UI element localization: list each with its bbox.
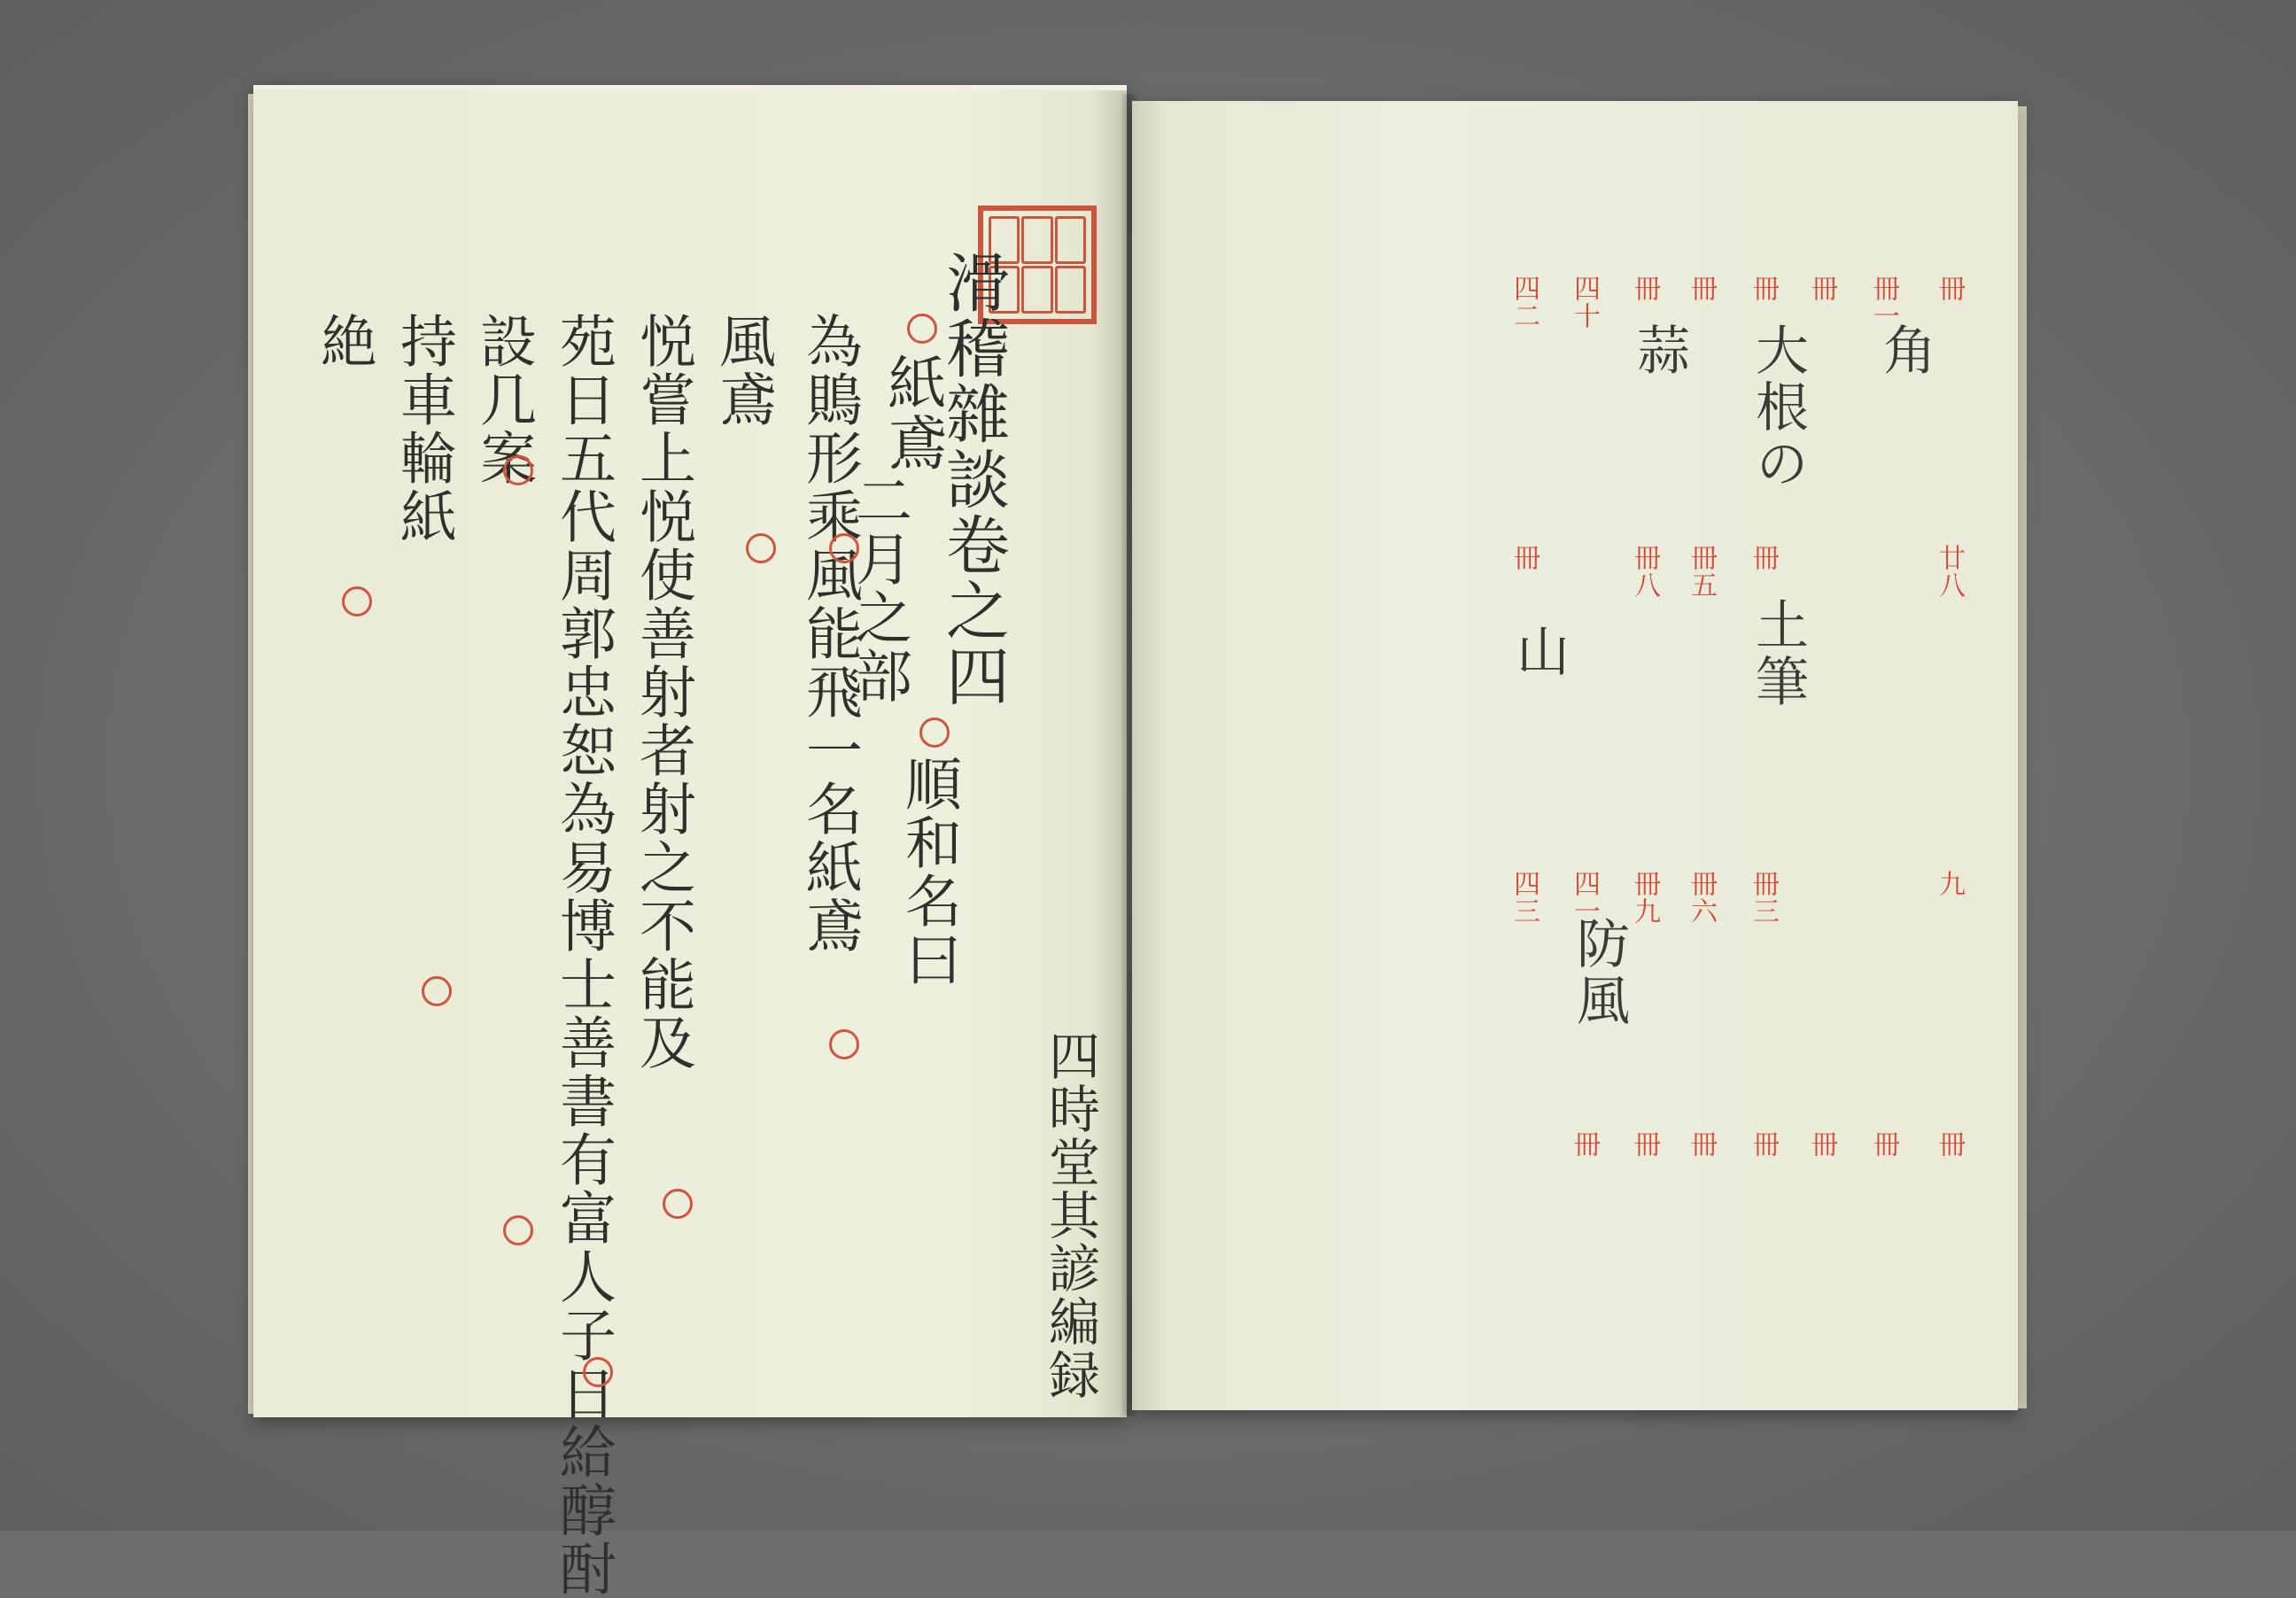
entry-number: 四一 [1569,870,1600,925]
entry-number: 冊 [1868,1130,1899,1158]
section-subtitle: 二月之部 [846,471,911,705]
text-column-3: 風鳶 [710,312,775,429]
entry-number: 冊 [1686,1130,1717,1158]
entry-number: 冊三 [1748,870,1779,925]
entry-number: 冊九 [1629,870,1660,925]
circle-mark [746,533,776,563]
entry-number: 冊八 [1629,544,1660,599]
entry-number: 冊 [1748,544,1779,571]
entry-number: 冊 [1934,275,1965,302]
entry-number: 冊 [1934,1130,1965,1158]
entry-number: 四二 [1509,275,1540,330]
entry-number: 冊五 [1686,544,1717,599]
entry-number: 冊 [1629,1130,1660,1158]
open-book [253,85,2030,1598]
handwritten-entry: 大根の [1747,322,1809,493]
circle-mark [503,455,533,485]
circle-mark [919,718,950,748]
circle-mark [503,1215,533,1245]
handwritten-entry: 土筆 [1747,597,1809,710]
entry-number: 冊 [1748,275,1779,302]
circle-mark [583,1357,613,1387]
right-page [1132,101,2018,1410]
entry-number: 廿八 [1934,544,1965,599]
entry-number: 冊 [1629,275,1660,302]
text-column-4: 悦嘗上悦使善射者射之不能及 [630,312,695,1072]
entry-heading: 紙鳶 [878,353,946,473]
entry-number: 冊六 [1686,870,1717,925]
entry-number: 冊 [1509,544,1540,571]
circle-mark [342,586,372,617]
compiler-credit: 四時堂其諺編録 [1040,1029,1100,1401]
entry-number: 冊一 [1868,275,1899,330]
handwritten-entry: 山 [1508,624,1570,680]
entry-number: 冊 [1569,1130,1600,1158]
text-column-5: 苑日五代周郭忠恕為易博士善書有富人子日給醇酎 [550,312,616,1598]
entry-number: 九 [1934,870,1965,897]
text-column-2: 為鵙形乘風能飛一名紙鳶 [796,312,862,955]
text-column-8: 絶 [311,312,376,370]
text-column-1: 順和名曰 [896,755,961,989]
entry-number: 四三 [1509,870,1540,925]
circle-mark [829,1029,859,1059]
entry-number: 冊 [1686,275,1717,302]
circle-mark [663,1189,693,1219]
book-title: 滑稽雜談卷之四 [935,250,1010,709]
text-column-6: 設几案 [470,312,536,487]
circle-mark [829,533,859,563]
left-page [253,85,1127,1598]
circle-mark [907,314,937,344]
handwritten-entry: 角 [1874,322,1936,379]
circle-mark [422,976,452,1006]
handwritten-entry: 防風 [1568,916,1630,1029]
text-column-7: 持車輪紙 [391,312,456,546]
entry-number: 四十 [1569,275,1600,330]
handwritten-entry: 蒜 [1628,322,1690,379]
entry-number: 冊 [1748,1130,1779,1158]
entry-number: 冊 [1806,275,1837,302]
entry-number: 冊 [1806,1130,1837,1158]
